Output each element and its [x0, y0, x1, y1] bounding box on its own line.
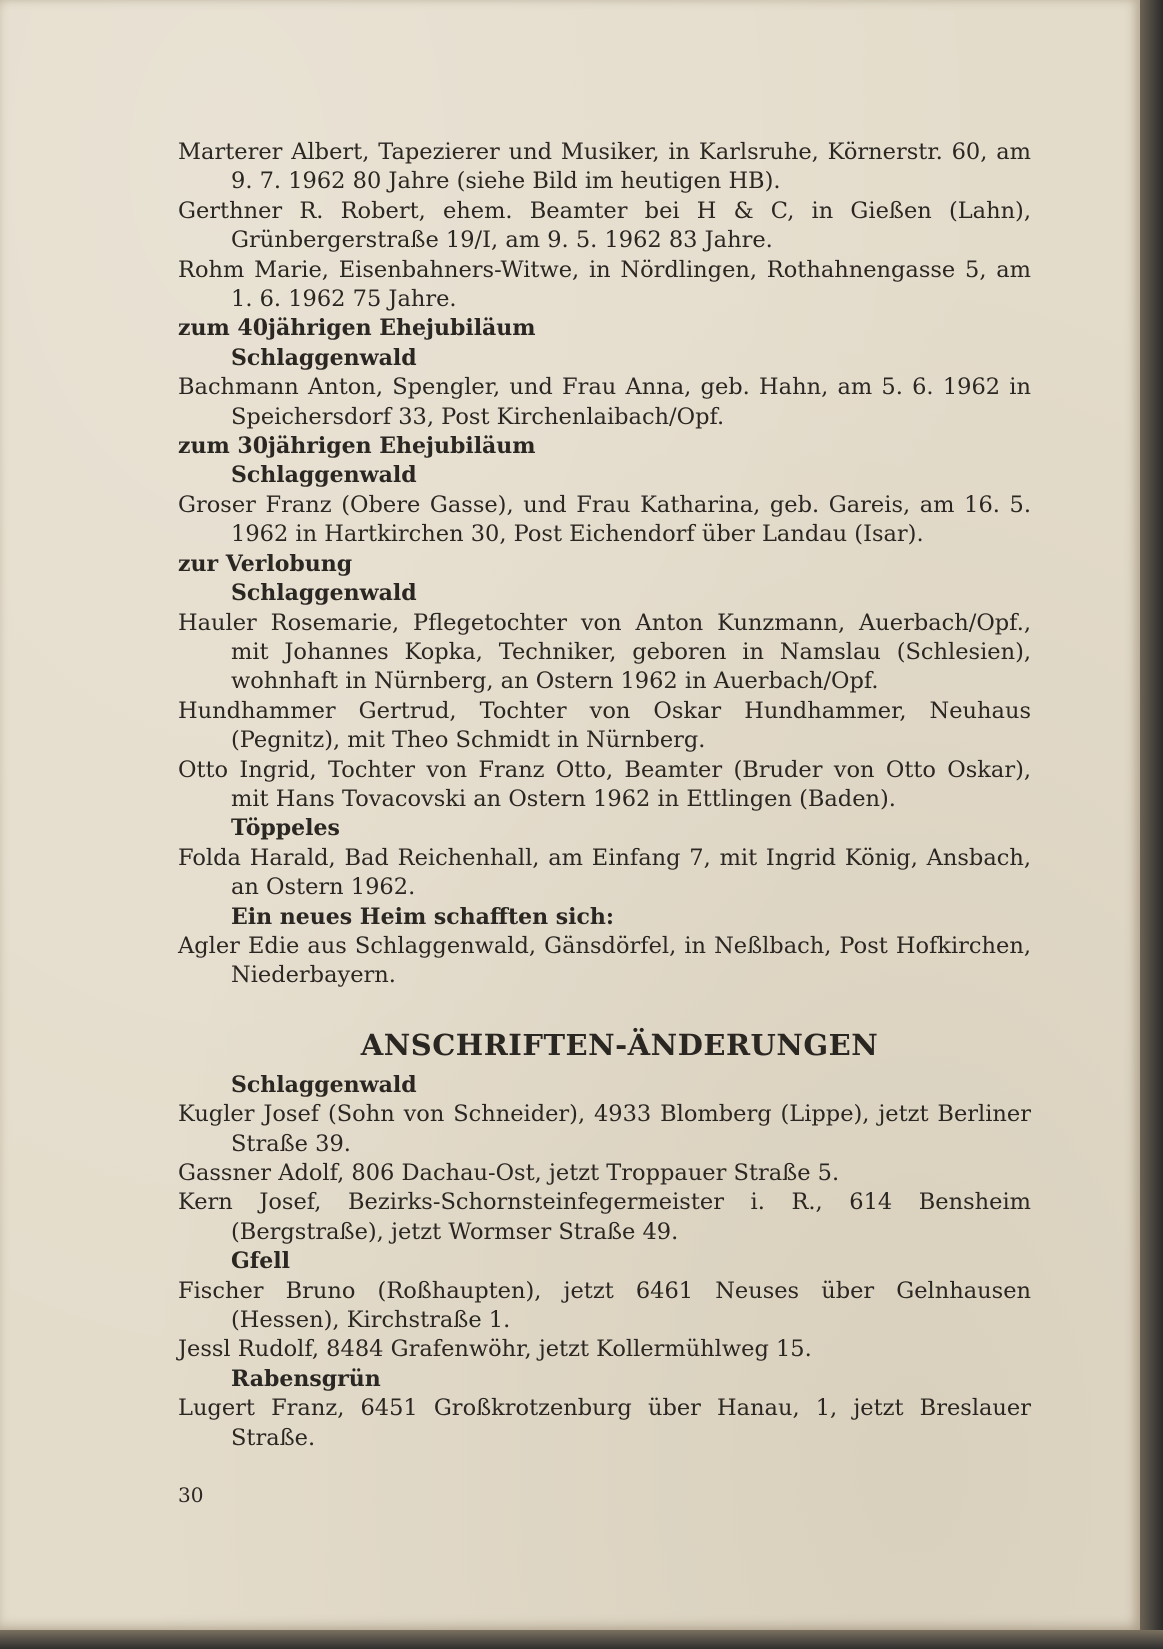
entry-hauler: Hauler Rosemarie, Pflegetochter von Anton Kunzmann, Auerbach/Opf., mit Johannes Kopka, Techniker, geboren in Namslau (Schlesien), wohnhaft in Nürnberg, an Ostern 1962 in Auerbach/Opf. [178, 609, 1031, 695]
page-edge-bottom [0, 1630, 1163, 1649]
entry-lugert: Lugert Franz, 6451 Großkrotzenburg über Hanau, 1, jetzt Breslauer Straße. [178, 1395, 1031, 1451]
subheading-gfell: Gfell [231, 1248, 290, 1275]
entry-marterer: Marterer Albert, Tapezierer und Musiker, in Karlsruhe, Körnerstr. 60, am 9. 7. 1962 80 Jahre (siehe Bild im heutigen HB). [178, 139, 1031, 195]
entry-folda: Folda Harald, Bad Reichenhall, am Einfang 7, mit Ingrid König, Ansbach, an Ostern 1962. [178, 844, 1031, 901]
entry-hundhammer: Hundhammer Gertrud, Tochter von Oskar Hundhammer, Neuhaus (Pegnitz), mit Theo Schmidt in Nürnberg. [178, 697, 1031, 754]
section-title-anschriften: ANSCHRIFTEN-ÄNDERUNGEN [360, 1027, 879, 1062]
subheading-schlaggenwald: Schlaggenwald [231, 580, 417, 607]
entry-gassner: Gassner Adolf, 806 Dachau-Ost, jetzt Troppauer Straße 5. [178, 1160, 840, 1186]
heading-40-ehejubilaeum: zum 40jährigen Ehejubiläum [178, 315, 536, 342]
page-number: 30 [178, 1483, 204, 1507]
entry-kern: Kern Josef, Bezirks-Schornsteinfegermeister i. R., 614 Bensheim (Bergstraße), jetzt Wormser Straße 49. [178, 1189, 1031, 1245]
subheading-neues-heim: Ein neues Heim schafften sich: [231, 903, 615, 930]
entry-groser: Groser Franz (Obere Gasse), und Frau Katharina, geb. Gareis, am 16. 5. 1962 in Hartkirchen 30, Post Eichendorf über Landau (Isar). [178, 491, 1031, 548]
entry-jessl: Jessl Rudolf, 8484 Grafenwöhr, jetzt Kollermühlweg 15. [178, 1336, 812, 1363]
heading-30-ehejubilaeum: zum 30jährigen Ehejubiläum [178, 433, 536, 460]
entry-fischer: Fischer Bruno (Roßhaupten), jetzt 6461 Neuses über Gelnhausen (Hessen), Kirchstraße 1. [178, 1277, 1031, 1334]
entry-bachmann: Bachmann Anton, Spengler, und Frau Anna, geb. Hahn, am 5. 6. 1962 in Speichersdorf 33, Post Kirchenlaibach/Opf. [178, 374, 1031, 430]
entry-kugler: Kugler Josef (Sohn von Schneider), 4933 Blomberg (Lippe), jetzt Berliner Straße 39. [178, 1101, 1031, 1157]
entry-otto: Otto Ingrid, Tochter von Franz Otto, Beamter (Bruder von Otto Oskar), mit Hans Tovacovski an Ostern 1962 in Ettlingen (Baden). [178, 756, 1031, 812]
subheading-schlaggenwald: Schlaggenwald [231, 1071, 417, 1098]
entry-gerthner: Gerthner R. Robert, ehem. Beamter bei H & C, in Gießen (Lahn), Grünbergerstraße 19/I, am 9. 5. 1962 83 Jahre. [178, 197, 1031, 254]
subheading-rabensgruen: Rabensgrün [231, 1365, 381, 1392]
subheading-toeppeles: Töppeles [231, 815, 340, 842]
subheading-schlaggenwald: Schlaggenwald [231, 344, 417, 371]
entry-rohm: Rohm Marie, Eisenbahners-Witwe, in Nördlingen, Rothahnengasse 5, am 1. 6. 1962 75 Jahre. [178, 256, 1031, 313]
page-content [178, 138, 1031, 1453]
heading-verlobung: zur Verlobung [178, 550, 353, 577]
page-edge-right [1140, 0, 1163, 1649]
entry-agler: Agler Edie aus Schlaggenwald, Gänsdörfel, in Neßlbach, Post Hofkirchen, Niederbayern. [178, 932, 1031, 989]
subheading-schlaggenwald: Schlaggenwald [231, 462, 417, 489]
